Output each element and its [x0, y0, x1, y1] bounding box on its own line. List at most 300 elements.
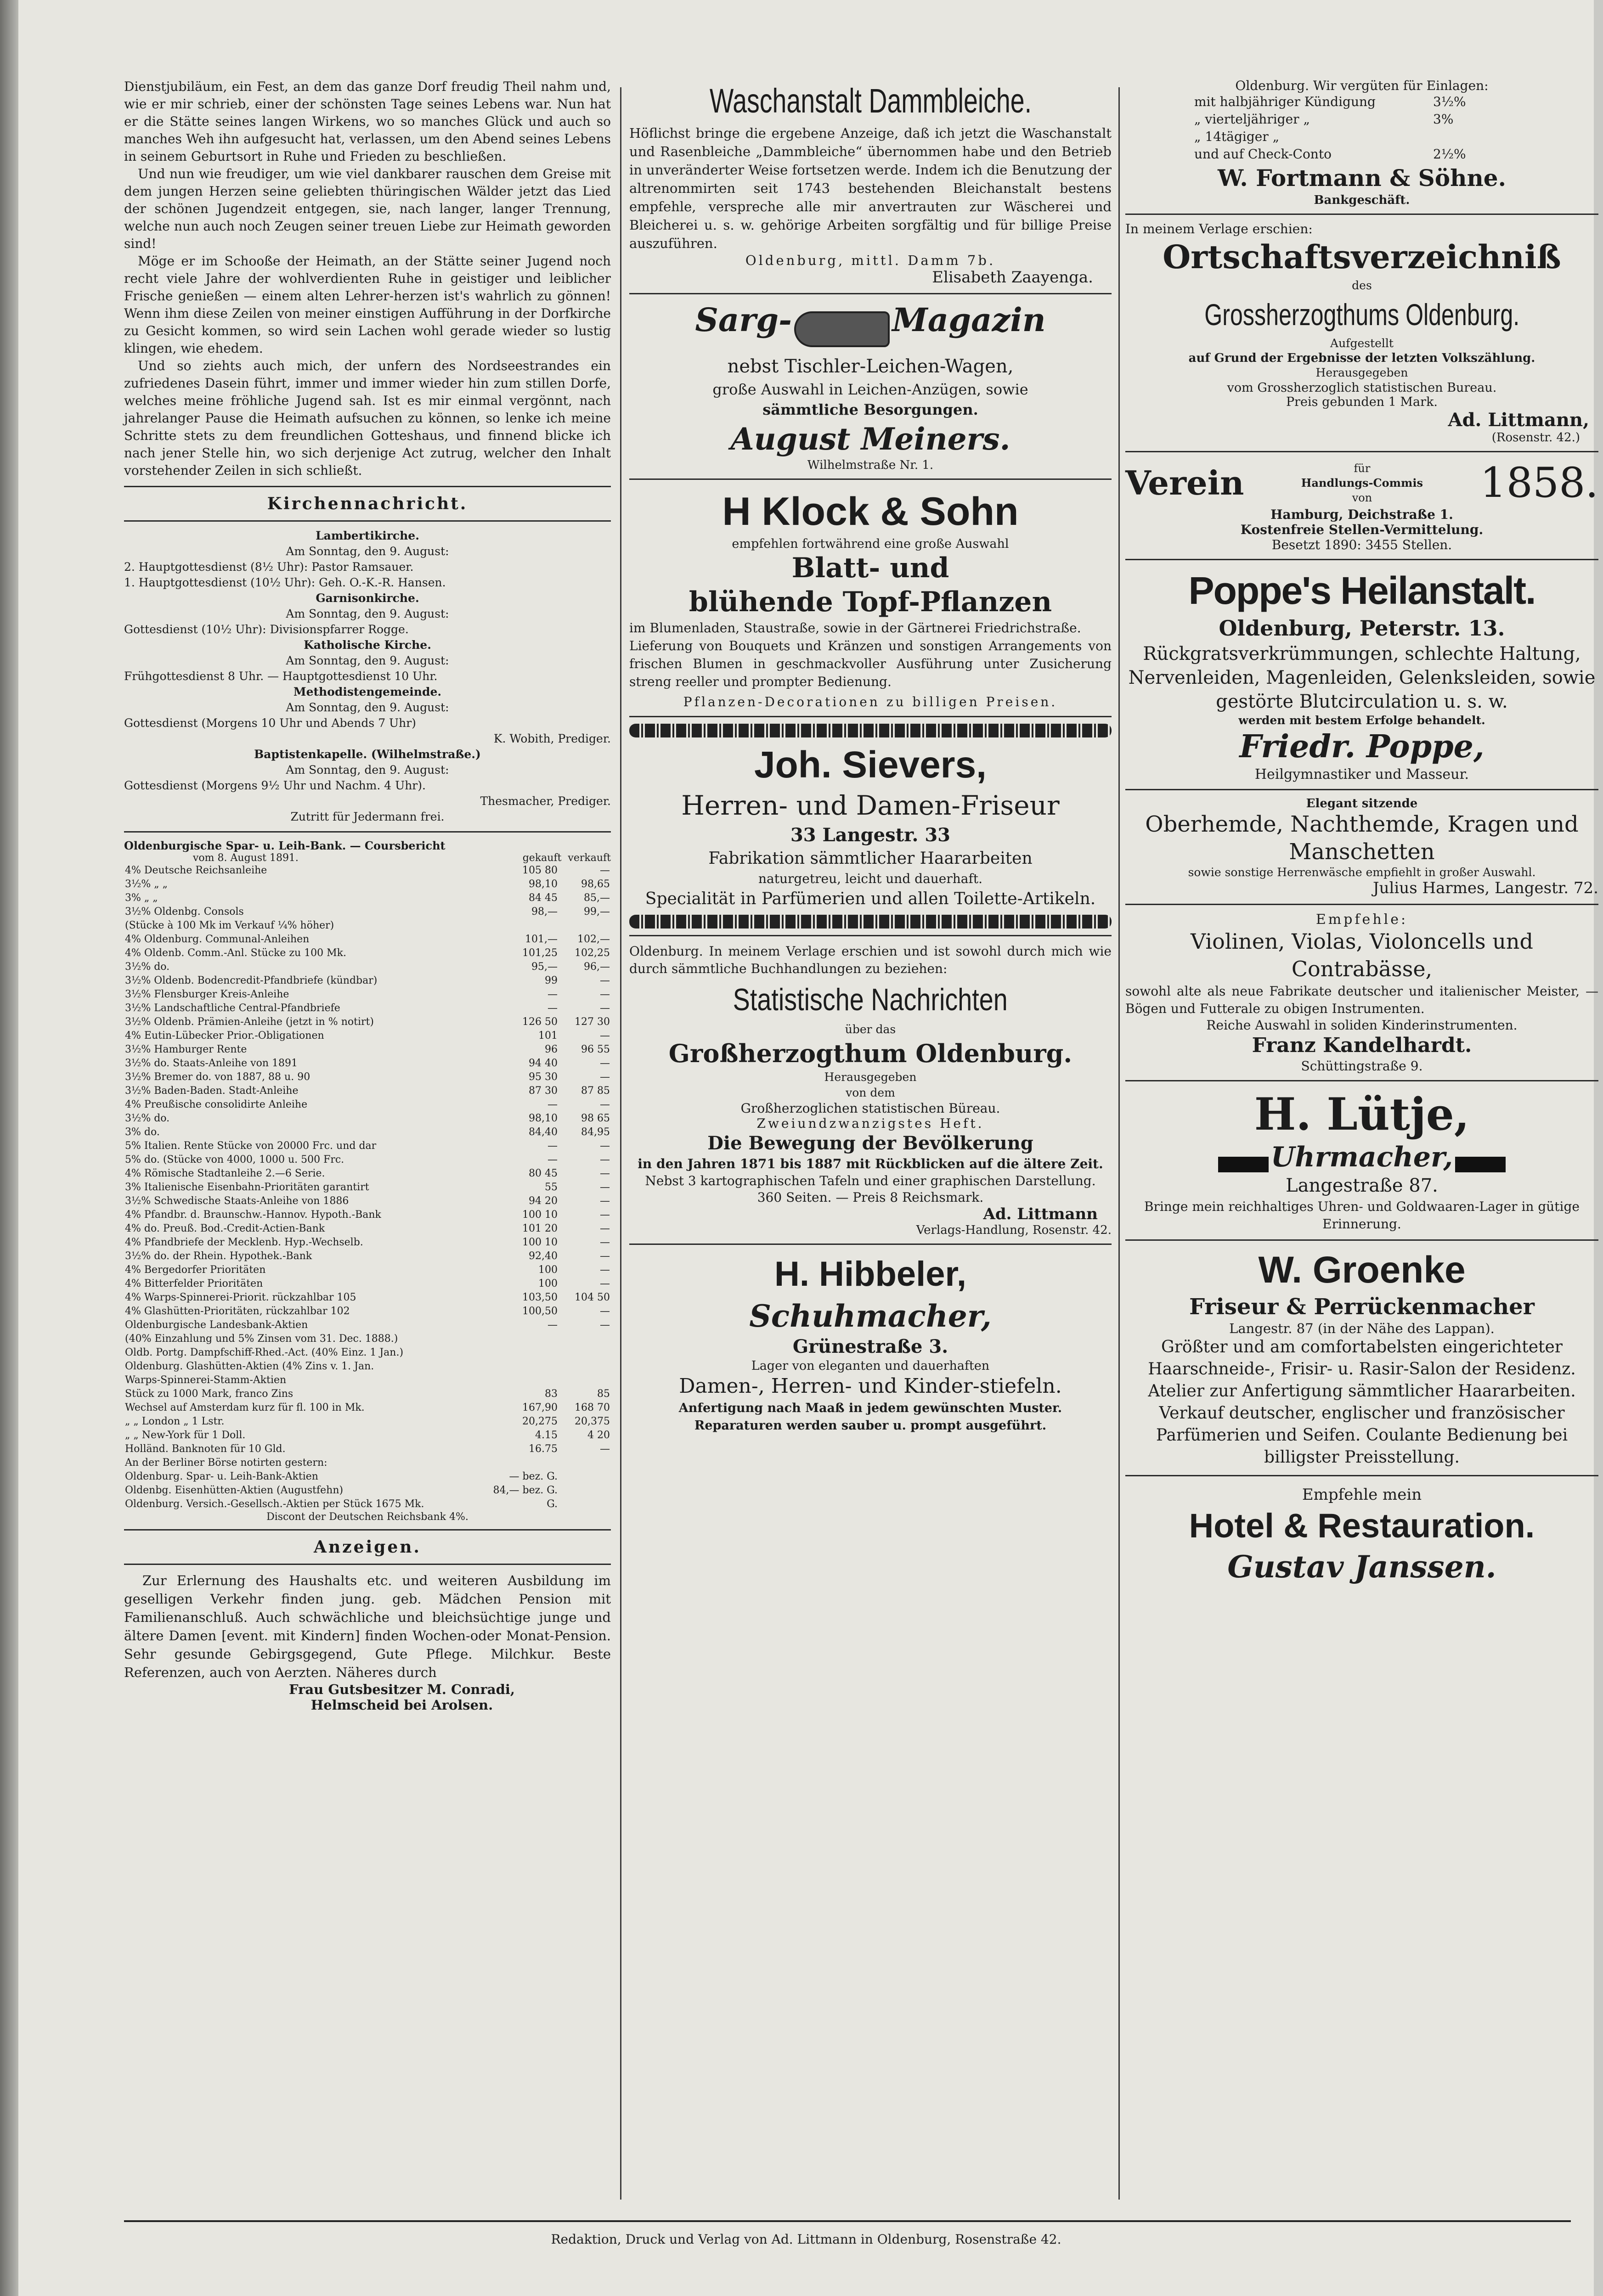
price-bought: 100,50: [522, 1306, 558, 1317]
bank-ad-sub: Bankgeschäft.: [1314, 193, 1410, 207]
price-bought: [492, 919, 559, 933]
stats-ad-line: von dem: [846, 1086, 895, 1099]
exchange-row: [124, 1484, 611, 1497]
bank-rate-row: [1194, 128, 1598, 146]
sievers-ad-line: Specialität in Parfümerien und allen Toilette-Artikeln.: [645, 889, 1096, 908]
poppe-ad-text: Rückgratsverkrümmungen, schlechte Haltung, Nervenleiden, Magenleiden, Gelenksleiden, sowie gestörte Blutcirculation u. s. w.: [1128, 643, 1596, 712]
security-name: 4% Pfandbr. d. Braunschw.-Hannov. Hypoth.-Bank: [125, 1209, 381, 1221]
luetje-ad-trade: Uhrmacher,: [1270, 1141, 1453, 1173]
service-line: Gottesdienst (Morgens 9½ Uhr und Nachm. 4 Uhr).: [124, 779, 426, 792]
stats-ad-topic-sub: in den Jahren 1871 bis 1887 mit Rückblicken auf die ältere Zeit.: [638, 1156, 1103, 1171]
price-sold: —: [600, 1209, 610, 1221]
exchange-row: [124, 1277, 611, 1291]
price-sold: —: [600, 1182, 610, 1193]
verein-ad-line: Besetzt 1890: 3455 Stellen.: [1271, 537, 1452, 552]
bank-ad-name: W. Fortmann & Söhne.: [1217, 164, 1507, 191]
sievers-ad-address: 33 Langestr. 33: [790, 824, 951, 846]
directory-ad-signature: Ad. Littmann,: [1448, 409, 1589, 431]
column-left: [124, 78, 611, 1713]
security-name: 4% Preußische consolidirte Anleihe: [125, 1099, 308, 1110]
exchange-row: [124, 1332, 611, 1346]
price-sold: —: [600, 1058, 610, 1069]
church-news-heading: Kirchennachricht.: [267, 494, 468, 513]
security-name: 4% Eutin-Lübecker Prior.-Obligationen: [125, 1030, 324, 1041]
price-bought: 100: [538, 1264, 558, 1276]
security-name: 4% Pfandbriefe der Mecklenb. Hyp.-Wechselb.: [125, 1237, 363, 1248]
exchange-row: [124, 1263, 611, 1277]
bank-rate-row: [1194, 146, 1598, 163]
service-line: Frühgottesdienst 8 Uhr. — Hauptgottesdienst 10 Uhr.: [124, 670, 438, 683]
exchange-row: [124, 1222, 611, 1236]
hibbeler-ad-line: Reparaturen werden sauber u. prompt ausgeführt.: [694, 1418, 1047, 1433]
ornament-border: [629, 724, 1112, 737]
hotel-ad-head: Empfehle mein: [1302, 1486, 1422, 1504]
security-name: 3½% Baden-Baden. Stadt-Anleihe: [125, 1085, 299, 1097]
price-sold: 4 20: [587, 1429, 610, 1441]
luetje-ad-text: Bringe mein reichhaltiges Uhren- und Goldwaaren-Lager in gütige Erinnerung.: [1144, 1199, 1580, 1232]
price-sold: —: [600, 1099, 610, 1110]
price-sold: [559, 1360, 611, 1373]
coffin-ad-subtitle: nebst Tischler-Leichen-Wagen,: [727, 355, 1014, 377]
price-sold: [559, 1484, 611, 1497]
column-right: [1125, 78, 1598, 1586]
price-bought: —: [548, 1319, 558, 1331]
bank-ad-intro: Oldenburg. Wir vergüten für Einlagen:: [1235, 78, 1489, 93]
divider: [1125, 1239, 1598, 1241]
divider: [124, 831, 611, 833]
exchange-table: [124, 864, 611, 1511]
kandelhardt-ad-address: Schüttingstraße 9.: [1301, 1058, 1423, 1074]
groenke-ad-text: Größter und am comfortabelsten eingerichteter Haarschneide-, Frisir- u. Rasir-Salon der Residenz.: [1148, 1338, 1576, 1379]
laundry-ad-title: Waschanstalt Dammbleiche.: [709, 82, 1032, 120]
exchange-row: [124, 1305, 611, 1318]
price-sold: —: [600, 1443, 610, 1455]
laundry-ad-address: Oldenburg, mittl. Damm 7b.: [745, 253, 996, 268]
price-sold: —: [600, 1319, 610, 1331]
price-bought: 95 30: [529, 1071, 558, 1083]
price-sold: 102,25: [575, 947, 610, 959]
exchange-row: [124, 974, 611, 988]
price-sold: —: [600, 1195, 610, 1207]
price-bought: 98,10: [529, 878, 558, 890]
exchange-row: [124, 1015, 611, 1029]
price-sold: [559, 1346, 611, 1360]
church-news: [124, 528, 611, 825]
coffin-ad-line: sämmtliche Besorgungen.: [762, 400, 978, 418]
exchange-row: [124, 1181, 611, 1194]
stats-ad-line: Herausgegeben: [824, 1070, 917, 1084]
divider: [1125, 789, 1598, 790]
exchange-row: [124, 1194, 611, 1208]
stats-ad-line: über das: [845, 1022, 896, 1036]
column-bought: gekauft: [522, 852, 562, 864]
rate-value: 2½%: [1433, 146, 1466, 162]
klock-ad-subtitle: empfehlen fortwährend eine große Auswahl: [732, 536, 1009, 551]
harmes-ad-head: Elegant sitzende: [1306, 797, 1418, 810]
stats-ad-title: Statistische Nachrichten: [733, 982, 1008, 1017]
rate-label: und auf Check-Conto: [1194, 146, 1332, 162]
directory-ad-region: Grossherzogthums Oldenburg.: [1204, 298, 1519, 332]
price-bought: 100 10: [522, 1209, 558, 1221]
church-name: Garnisonkirche.: [316, 591, 419, 605]
security-name: Warps-Spinnerei-Stamm-Aktien: [125, 1374, 287, 1386]
verein-ad-for: [1301, 461, 1423, 505]
security-name: 3½% Flensburger Kreis-Anleihe: [125, 989, 289, 1000]
price-sold: —: [600, 989, 610, 1000]
price-bought: 92,40: [529, 1250, 558, 1262]
price-bought: —: [548, 989, 558, 1000]
price-sold: —: [600, 1168, 610, 1179]
kandelhardt-ad-head: Empfehle:: [1315, 912, 1408, 928]
price-sold: 127 30: [575, 1016, 610, 1028]
directory-ad-title: Ortschaftsverzeichniß: [1163, 238, 1561, 276]
discount-rate: Discont der Deutschen Reichsbank 4%.: [266, 1511, 468, 1523]
security-name: „ „ New-York für 1 Doll.: [125, 1429, 246, 1441]
coffin-icon: [794, 311, 890, 347]
exchange-row: [124, 1139, 611, 1153]
story-paragraph: Und nun wie freudiger, um wie viel dankbarer rauschen dem Greise mit dem jungen Herzen seine geliebten thüringischen Wälder jetzt das Lied der schönen Jugendzeit entgegen, sie, nach langer, langer Trennung, welche nun auch noch Zeugen seiner treuen Liebe zur Heimath geworden sind!: [124, 166, 611, 251]
groenke-ad-trade: Friseur & Perrückenmacher: [1189, 1294, 1535, 1320]
security-name: 3½% do.: [125, 1113, 170, 1124]
stats-ad-region: Großherzogthum Oldenburg.: [668, 1038, 1072, 1068]
directory-ad-line: vom Grossherzoglich statistischen Bureau.: [1227, 381, 1497, 395]
exchange-row: [124, 946, 611, 960]
coffin-ad-title-right: Magazin: [892, 301, 1046, 339]
price-bought: — bez. G.: [509, 1471, 558, 1482]
exchange-row: [124, 864, 611, 878]
stats-ad-line: Nebst 3 kartographischen Tafeln und einer graphischen Darstellung.: [645, 1173, 1096, 1188]
price-sold: 20,375: [575, 1416, 610, 1427]
price-sold: —: [600, 1278, 610, 1289]
exchange-row: [124, 1070, 611, 1084]
ornament-border: [629, 915, 1112, 929]
verein-ad-header: [1125, 459, 1598, 507]
exchange-row: [124, 905, 611, 919]
security-name: Holländ. Banknoten für 10 Gld.: [125, 1443, 286, 1455]
exchange-row: [124, 1249, 611, 1263]
exchange-row: [124, 1456, 611, 1470]
price-bought: 16.75: [529, 1443, 558, 1455]
stats-ad-topic: Die Bewegung der Bevölkerung: [707, 1132, 1033, 1154]
security-name: Oldenburg. Spar- u. Leih-Bank-Aktien: [125, 1471, 318, 1482]
luetje-ad-address: Langestraße 87.: [1286, 1175, 1438, 1196]
security-name: Stück zu 1000 Mark, franco Zins: [125, 1388, 294, 1400]
security-name: (Stücke à 100 Mk im Verkauf ¼% höher): [125, 920, 334, 931]
hibbeler-ad-line: Lager von eleganten und dauerhaften: [751, 1358, 990, 1373]
price-sold: 168 70: [575, 1402, 610, 1413]
groenke-ad-text: Atelier zur Anfertigung sämmtlicher Haararbeiten. Verkauf deutscher, englischer und französischer Parfümerien und Seifen. Coulante Bedienung bei billigster Preisstellung.: [1148, 1382, 1576, 1467]
price-bought: 20,275: [522, 1416, 558, 1427]
exchange-row: [124, 1125, 611, 1139]
exchange-row: [124, 1470, 611, 1484]
security-name: 3% do.: [125, 1126, 160, 1138]
price-bought: 101: [538, 1030, 558, 1041]
price-bought: 100 10: [522, 1237, 558, 1248]
stats-ad-line: Zweiundzwanzigstes Heft.: [756, 1115, 984, 1131]
klock-ad-plants-1: Blatt- und: [791, 551, 949, 584]
rate-label: mit halbjähriger Kündigung: [1194, 94, 1376, 109]
price-bought: 83: [545, 1388, 558, 1400]
preacher: K. Wobith, Prediger.: [493, 732, 611, 745]
divider: [629, 1244, 1112, 1245]
stats-ad-publisher: Verlags-Handlung, Rosenstr. 42.: [916, 1223, 1112, 1237]
security-name: 4% Römische Stadtanleihe 2.—6 Serie.: [125, 1168, 325, 1179]
exchange-row: [124, 1043, 611, 1057]
pension-ad-location: Helmscheid bei Arolsen.: [310, 1697, 493, 1713]
price-bought: 101 20: [522, 1223, 558, 1234]
directory-ad-line: Herausgegeben: [1315, 366, 1408, 379]
pension-ad-signature: Frau Gutsbesitzer M. Conradi,: [289, 1682, 515, 1697]
price-bought: —: [548, 1154, 558, 1165]
exchange-row: [124, 878, 611, 891]
story-paragraph: Möge er im Schooße der Heimath, an der Stätte seiner Jugend noch recht viele Jahre der wohlverdienten Ruhe in geistiger und leiblicher Frische genießen — einem alten Lehrer-herzen ist's wahrlich zu gönnen! Wenn ihm diese Zeilen von meiner einstigen Aufführung in der Dorfkirche zu Gesicht kommen, so wird sein Lachen wohl gerade wieder so lustig klingen, wie ehedem.: [124, 253, 611, 356]
column-rule: [620, 87, 621, 2200]
price-sold: —: [600, 1237, 610, 1248]
security-name: 3½% Hamburger Rente: [125, 1044, 247, 1055]
klock-ad-plants-2: blühende Topf-Pflanzen: [689, 585, 1052, 618]
price-sold: [559, 919, 611, 933]
exchange-row: [124, 1029, 611, 1043]
divider: [629, 935, 1112, 936]
harmes-ad-name: Julius Harmes, Langestr. 72.: [1373, 879, 1598, 897]
security-name: Oldenburg. Glashütten-Aktien (4% Zins v. 1. Jan.: [125, 1361, 374, 1372]
coffin-ad-title-left: Sarg-: [695, 301, 792, 339]
price-bought: 101,25: [522, 947, 558, 959]
price-sold: [559, 1470, 611, 1484]
verein-ad-line: Kostenfreie Stellen-Vermittelung.: [1240, 522, 1484, 537]
harmes-ad-line: sowie sonstige Herrenwäsche empfiehlt in großer Auswahl.: [1188, 866, 1536, 879]
exchange-row: [124, 1318, 611, 1332]
security-name: Oldb. Portg. Dampfschiff-Rhed.-Act. (40% Einz. 1 Jan.): [125, 1347, 404, 1358]
poppe-ad-name: Friedr. Poppe,: [1239, 728, 1484, 765]
security-name: 3½% Oldenb. Bodencredit-Pfandbriefe (kündbar): [125, 975, 378, 986]
security-name: 4% Oldenburg. Communal-Anleihen: [125, 934, 310, 945]
price-sold: —: [600, 1306, 610, 1317]
price-bought: [492, 1456, 559, 1470]
price-sold: 96 55: [581, 1044, 610, 1055]
exchange-report-title: Oldenburgische Spar- u. Leih-Bank. — Coursbericht: [124, 839, 446, 852]
story-paragraph: Dienstjubiläum, ein Fest, an dem das ganze Dorf freudig Theil nahm und, wie er mir schrieb, einer der schönsten Tage seines Lebens war. Nun hat er die Stätte seines langen Wirkens, wo so manches Glück und auch so manches Weh ihn aufgesucht hat, verlassen, um den Abend seines Lebens in seinem Geburtsort in Ruhe und Frieden zu beschließen.: [124, 79, 611, 164]
hotel-ad-title: Hotel & Restauration.: [1189, 1507, 1535, 1545]
security-name: „ „ London „ 1 Lstr.: [125, 1416, 225, 1427]
stats-ad-signature: Ad. Littmann: [983, 1204, 1098, 1223]
price-bought: 87 30: [529, 1085, 558, 1097]
column-sold: verkauft: [568, 852, 611, 864]
laundry-ad-text: Höflichst bringe die ergebene Anzeige, daß ich jetzt die Waschanstalt und Rasenbleiche „Dammbleiche“ übernommen habe und den Betrieb in unveränderter Weise fortsetzen werde. Indem ich die Benutzung der altrenommirten seit 1743 bestehenden Bleichanstalt bestens empfehle, verspreche alle mir anvertrauten zur Wäscherei und Bleicherei u. s. w. gehörige Arbeiten sorgfältig und für billige Preise auszuführen.: [629, 125, 1112, 251]
church-name: Methodistengemeinde.: [293, 685, 442, 698]
price-sold: [559, 1373, 611, 1387]
security-name: Oldenbg. Eisenhütten-Aktien (Augustfehn): [125, 1485, 344, 1496]
security-name: 4% Deutsche Reichsanleihe: [125, 865, 267, 876]
divider: [629, 716, 1112, 717]
price-bought: —: [548, 1099, 558, 1110]
price-sold: 84,95: [581, 1126, 610, 1138]
security-name: (40% Einzahlung und 5% Zinsen vom 31. Dec. 1888.): [125, 1333, 398, 1345]
report-date: vom 8. August 1891.: [193, 852, 299, 864]
exchange-row: [124, 1057, 611, 1070]
divider: [629, 478, 1112, 480]
exchange-row: [124, 1360, 611, 1373]
service-date: Am Sonntag, den 9. August:: [286, 545, 449, 558]
security-name: Oldenburg. Versich.-Gesellsch.-Aktien per Stück 1675 Mk.: [125, 1498, 424, 1510]
security-name: 3½% do. Staats-Anleihe von 1891: [125, 1058, 298, 1069]
security-name: 3½% Landschaftliche Central-Pfandbriefe: [125, 1002, 340, 1014]
coffin-ad-name: August Meiners.: [730, 421, 1010, 457]
hibbeler-ad-address: Grünestraße 3.: [792, 1335, 948, 1357]
security-name: 3½% do. der Rhein. Hypothek.-Bank: [125, 1250, 312, 1262]
price-bought: —: [548, 1140, 558, 1152]
price-sold: —: [600, 1071, 610, 1083]
security-name: 4% Glashütten-Prioritäten, rückzahlbar 102: [125, 1306, 350, 1317]
verein-ad-fuer: für: [1354, 461, 1371, 475]
security-name: 4% Bitterfelder Prioritäten: [125, 1278, 263, 1289]
price-sold: 98 65: [581, 1113, 610, 1124]
price-sold: —: [600, 1140, 610, 1152]
coffin-ad-title: [629, 301, 1112, 347]
verein-ad-title: Verein: [1125, 463, 1244, 502]
directory-ad-price: Preis gebunden 1 Mark.: [1286, 395, 1438, 409]
price-bought: 95,—: [531, 961, 558, 973]
stats-ad-line: Großherzoglichen statistischen Büreau.: [740, 1100, 1000, 1116]
klock-ad-title: H Klock & Sohn: [722, 489, 1019, 534]
directory-ad-line: auf Grund der Ergebnisse der letzten Volkszählung.: [1188, 351, 1535, 365]
exchange-row: [124, 1167, 611, 1181]
verein-ad-year: 1858.: [1480, 459, 1598, 507]
exchange-row: [124, 1387, 611, 1401]
price-bought: 101,—: [525, 934, 558, 945]
service-date: Am Sonntag, den 9. August:: [286, 607, 449, 620]
price-bought: 84,40: [529, 1126, 558, 1138]
imprint: Redaktion, Druck und Verlag von Ad. Littmann in Oldenburg, Rosenstraße 42.: [551, 2232, 1061, 2247]
price-bought: 98,—: [531, 906, 558, 917]
klock-ad-text: Lieferung von Bouquets und Kränzen und sonstigen Arrangements von frischen Blumen in geschmackvoller Ausführung unter Zusicherung streng reeller und prompter Bedienung.: [629, 638, 1112, 689]
divider: [124, 486, 611, 487]
price-bought: G.: [547, 1498, 558, 1510]
price-sold: 98,65: [581, 878, 610, 890]
security-name: An der Berliner Börse notirten gestern:: [125, 1457, 327, 1469]
preacher: Thesmacher, Prediger.: [480, 794, 611, 808]
poppe-ad-address: Oldenburg, Peterstr. 13.: [1219, 616, 1505, 641]
price-sold: —: [600, 1223, 610, 1234]
divider: [1125, 559, 1598, 560]
harmes-ad-goods: Oberhemde, Nachthemde, Kragen und Manschetten: [1145, 811, 1579, 865]
divider: [124, 1529, 611, 1531]
luetje-ad-trade-row: [1125, 1141, 1598, 1173]
footer-rule: [124, 2220, 1571, 2222]
service-date: Am Sonntag, den 9. August:: [286, 763, 449, 777]
story-paragraph: Und so ziehts auch mich, der unfern des Nordseestrandes ein zufriedenes Dasein führt, immer und immer wieder hin zum stillen Dorfe, welches meine fröhliche Jugend sah. Ist es mir einmal vergönnt, nach jahrelanger Pause die Heimath aufsuchen zu können, so lenke ich meine Schritte stets zu dem freundlichen Gotteshaus, und finnend blicke ich nach jener Stelle hin, wo sich derjenige Act zutrug, welcher den Inhalt vorstehender Zeilen in sich schließt.: [124, 358, 611, 478]
black-bar: [1455, 1157, 1506, 1172]
price-sold: 104 50: [575, 1292, 610, 1303]
exchange-row: [124, 960, 611, 974]
exchange-row: [124, 1098, 611, 1112]
exchange-row: [124, 1112, 611, 1125]
bank-rate-row: [1194, 111, 1598, 128]
groenke-ad-title: W. Groenke: [1258, 1249, 1466, 1291]
security-name: 3½% Bremer do. von 1887, 88 u. 90: [125, 1071, 310, 1083]
newspaper-page: [18, 0, 1598, 2296]
poppe-ad-sub: Heilgymnastiker und Masseur.: [1254, 766, 1469, 782]
kandelhardt-ad-text: sowohl alte als neue Fabrikate deutscher und italienischer Meister, — Bögen und Futterale zu obigen Instrumenten.: [1125, 984, 1598, 1016]
hibbeler-ad-trade: Schuhmacher,: [749, 1298, 992, 1334]
hibbeler-ad-title: H. Hibbeler,: [774, 1254, 967, 1294]
security-name: 4% Bergedorfer Prioritäten: [125, 1264, 266, 1276]
luetje-ad-title: H. Lütje,: [1254, 1088, 1470, 1140]
price-bought: 126 50: [522, 1016, 558, 1028]
directory-ad-line: Aufgestellt: [1330, 337, 1394, 350]
service-line: 2. Hauptgottesdienst (8½ Uhr): Pastor Ramsauer.: [124, 560, 414, 574]
exchange-row: [124, 1346, 611, 1360]
laundry-ad-signature: Elisabeth Zaayenga.: [932, 268, 1093, 287]
hotel-ad-name: Gustav Janssen.: [1227, 1549, 1496, 1585]
kandelhardt-ad-name: Franz Kandelhardt.: [1252, 1034, 1472, 1057]
exchange-row: [124, 1291, 611, 1305]
rate-label: „ 14tägiger „: [1194, 129, 1280, 144]
divider: [1125, 1080, 1598, 1081]
price-bought: 105 80: [522, 865, 558, 876]
security-name: 4% do. Preuß. Bod.-Credit-Actien-Bank: [125, 1223, 325, 1234]
black-bar: [1218, 1157, 1269, 1172]
price-sold: 99,—: [584, 906, 610, 917]
price-bought: 80 45: [529, 1168, 558, 1179]
exchange-row: [124, 1208, 611, 1222]
divider: [124, 520, 611, 522]
stats-ad-price: 360 Seiten. — Preis 8 Reichsmark.: [757, 1189, 984, 1205]
security-name: 5% do. (Stücke von 4000, 1000 u. 500 Frc.: [125, 1154, 344, 1165]
price-sold: —: [600, 1030, 610, 1041]
rate-label: „ vierteljähriger „: [1194, 112, 1310, 127]
price-bought: 84,— bez. G.: [493, 1485, 558, 1496]
exchange-row: [124, 988, 611, 1002]
price-sold: —: [600, 975, 610, 986]
rate-value: 3½%: [1433, 94, 1466, 109]
kandelhardt-ad-goods: Violinen, Violas, Violoncells und Contrabässe,: [1191, 929, 1533, 981]
price-bought: [492, 1332, 559, 1346]
directory-ad-intro: In meinem Verlage erschien:: [1125, 221, 1313, 236]
divider: [1125, 1475, 1598, 1476]
exchange-row: [124, 1442, 611, 1456]
verein-ad-commis: Handlungs-Commis: [1301, 476, 1423, 490]
exchange-row: [124, 1415, 611, 1429]
exchange-row: [124, 1497, 611, 1511]
security-name: 3½% Schwedische Staats-Anleihe von 1886: [125, 1195, 349, 1207]
security-name: 5% Italien. Rente Stücke von 20000 Frc. und dar: [125, 1140, 377, 1152]
service-date: Am Sonntag, den 9. August:: [286, 654, 449, 667]
groenke-ad-address: Langestr. 87 (in der Nähe des Lappan).: [1229, 1321, 1495, 1336]
kandelhardt-ad-line: Reiche Auswahl in soliden Kinderinstrumenten.: [1206, 1018, 1518, 1033]
exchange-row: [124, 891, 611, 905]
bank-rate-row: [1194, 93, 1598, 111]
book-binding: [0, 0, 18, 2296]
security-name: 3½% „ „: [125, 878, 168, 890]
security-name: 3% „ „: [125, 892, 158, 904]
sievers-ad-subtitle: Herren- und Damen-Friseur: [681, 789, 1060, 821]
security-name: 3½% Oldenbg. Consols: [125, 906, 244, 917]
price-bought: [492, 1346, 559, 1360]
price-sold: [559, 1497, 611, 1511]
price-bought: [492, 1373, 559, 1387]
service-line: Gottesdienst (10½ Uhr): Divisionspfarrer Rogge.: [124, 623, 409, 636]
exchange-row: [124, 1084, 611, 1098]
security-name: 3½% do.: [125, 961, 170, 973]
sievers-ad-line: Fabrikation sämmtlicher Haararbeiten: [708, 849, 1033, 868]
price-sold: —: [600, 1154, 610, 1165]
church-name: Baptistenkapelle. (Wilhelmstraße.): [254, 748, 481, 761]
security-name: Wechsel auf Amsterdam kurz für fl. 100 in Mk.: [125, 1402, 365, 1413]
divider: [1125, 904, 1598, 905]
price-bought: 55: [545, 1182, 558, 1193]
service-line: Gottesdienst (Morgens 10 Uhr und Abends 7 Uhr): [124, 716, 416, 730]
